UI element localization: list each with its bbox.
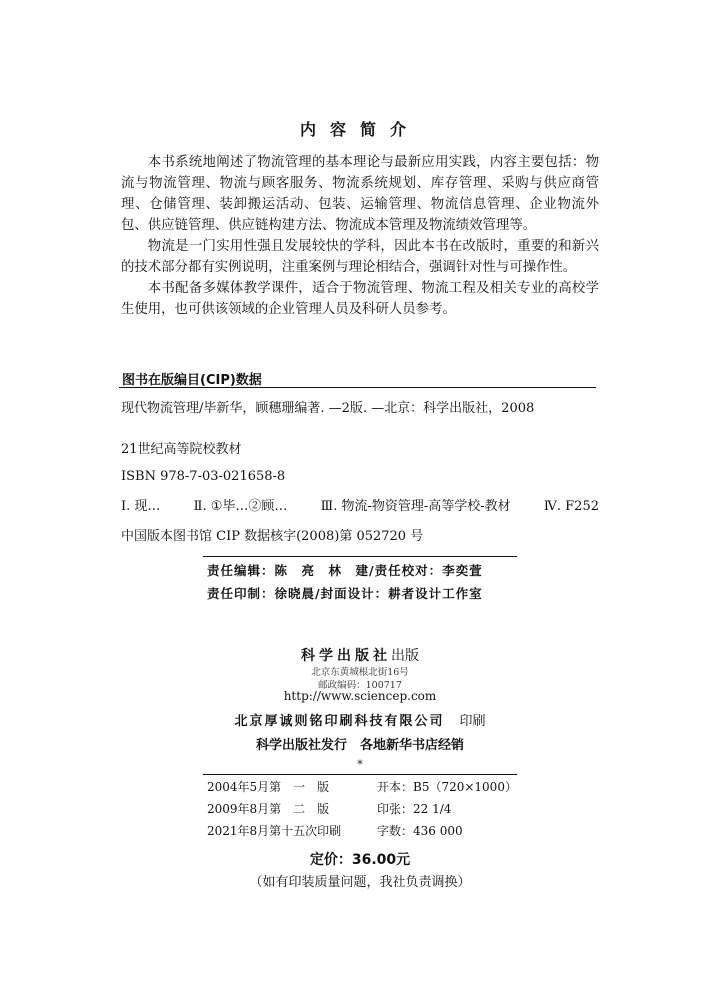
cip-title: 图书在版编目(CIP)数据 <box>122 373 262 388</box>
staff-printing: 责任印制：徐晓晨/封面设计：耕者设计工作室 <box>207 586 483 601</box>
distribution: 科学出版社发行 各地新华书店经销 <box>255 738 464 753</box>
edition-date: 2009年8月第 二 版 <box>207 802 330 816</box>
staff-top-divider <box>203 556 517 557</box>
publisher-postcode: 邮政编码：100717 <box>318 680 402 691</box>
publisher-url: http://www.sciencep.com <box>283 689 437 703</box>
publisher-name <box>0 645 720 665</box>
edition-row <box>207 800 451 818</box>
cip-classification <box>121 498 599 516</box>
edition-info: 印张：22 1/4 <box>377 802 452 816</box>
edition-date: 2004年5月第 一 版 <box>207 780 330 794</box>
edition-info: 开本：B5（720×1000） <box>377 780 517 794</box>
edition-info: 字数：436 000 <box>377 824 463 838</box>
edition-row <box>207 778 517 796</box>
classification-item: Ⅱ. ①毕…②顾… <box>193 499 288 514</box>
classification-item: Ⅰ. 现… <box>121 499 161 514</box>
summary-text <box>121 152 599 320</box>
publisher-suffix: 出版 <box>391 648 419 664</box>
price: 定价：36.00元 <box>309 852 411 868</box>
edition-row <box>207 822 463 840</box>
edition-date: 2021年8月第十五次印刷 <box>207 824 342 838</box>
summary-paragraph: 本书系统地阐述了物流管理的基本理论与最新应用实践，内容主要包括：物流与物流管理、物流与顾客服务、物流系统规划、库存管理、采购与供应商管理、仓储管理、装卸搬运活动、包装、运输管理、物流信息管理、企业物流外包、供应链管理、供应链构建方法、物流成本管理及物流绩效管理等。 <box>121 155 599 233</box>
separator-star: * <box>357 758 363 771</box>
cip-divider <box>119 387 596 388</box>
staff-editors: 责任编辑：陈 亮 林 建/责任校对：李奕萱 <box>207 563 483 578</box>
cip-series: 21世纪高等院校教材 <box>121 442 242 457</box>
publisher-address: 北京东黄城根北街16号 <box>311 667 409 678</box>
publisher-title: 科学出版社 <box>301 648 391 664</box>
printer <box>0 710 720 729</box>
printer-name: 北京厚诚则铭印刷科技有限公司 <box>234 714 445 729</box>
classification-item: Ⅳ. F252 <box>543 499 599 514</box>
summary-paragraph: 本书配备多媒体教学课件，适合于物流管理、物流工程及相关专业的高校学生使用，也可供该领域的企业管理人员及科研人员参考。 <box>121 281 599 317</box>
summary-title: 内容简介 <box>299 120 420 139</box>
cip-number: 中国版本图书馆 CIP 数据核字(2008)第 052720 号 <box>121 529 424 544</box>
edition-top-divider <box>203 774 517 775</box>
summary-paragraph: 物流是一门实用性强且发展较快的学科，因此本书在改版时，重要的和新兴的技术部分都有实例说明，注重案例与理论相结合，强调针对性与可操作性。 <box>121 239 599 275</box>
cip-isbn: ISBN 978-7-03-021658-8 <box>121 469 286 484</box>
printer-suffix: 印刷 <box>459 714 486 729</box>
cip-bibliographic: 现代物流管理/毕新华，顾穗珊编著. —2版. —北京：科学出版社，2008 <box>121 401 535 416</box>
classification-item: Ⅲ. 物流-物资管理-高等学校-教材 <box>320 499 511 514</box>
quality-note: （如有印装质量问题，我社负责调换） <box>249 875 471 890</box>
